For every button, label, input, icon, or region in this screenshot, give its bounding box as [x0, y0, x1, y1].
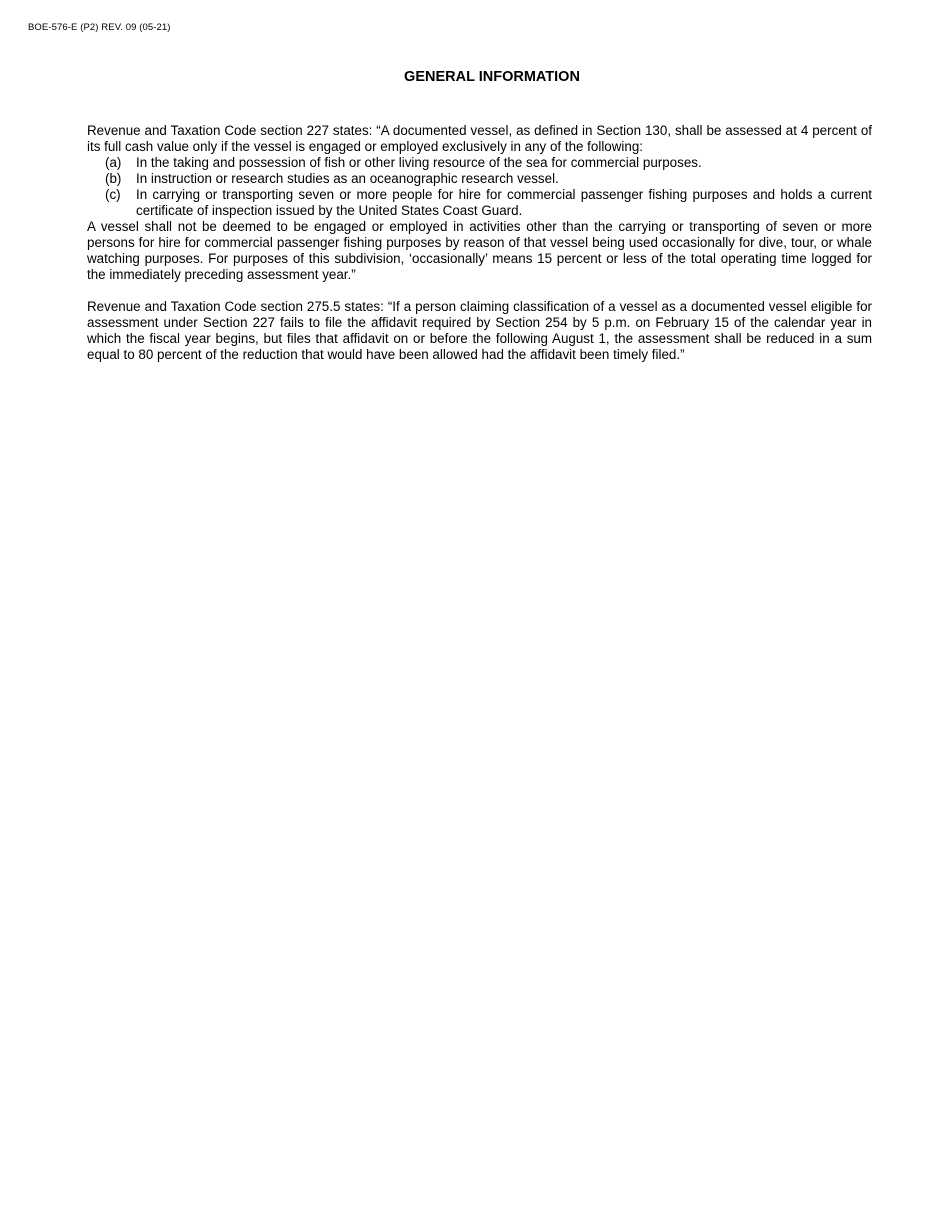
list-item-b — [87, 171, 872, 187]
document-body — [87, 123, 872, 363]
list-marker: (a) — [105, 155, 122, 170]
page-title: GENERAL INFORMATION — [404, 69, 580, 85]
list-marker: (c) — [105, 187, 121, 202]
list-item-text: In carrying or transporting seven or more people for hire for commercial passenger fishing purposes and holds a current certificate of inspection issued by the United States Coast Guard. — [136, 187, 872, 218]
list-marker: (b) — [105, 171, 122, 186]
form-id: BOE-576-E (P2) REV. 09 (05-21) — [28, 22, 171, 33]
paragraph-spacer — [87, 283, 872, 299]
section-275-5-text: Revenue and Taxation Code section 275.5 states: “If a person claiming classification of a vessel as a documented vessel eligible for assessment under Section 227 fails to file the affidavit required by Section 254 by 5 p.m. on February 15 of the calendar year in which the fiscal year begins, but files that affidavit on or before the following August 1, the assessment shall be reduced in a sum equal to 80 percent of the reduction that would have been allowed had the affidavit been timely filed.” — [87, 299, 872, 362]
list-item-text: In instruction or research studies as an oceanographic research vessel. — [136, 171, 559, 186]
list-item-text: In the taking and possession of fish or other living resource of the sea for commercial purposes. — [136, 155, 702, 170]
section-227-closing: A vessel shall not be deemed to be engaged or employed in activities other than the carrying or transporting of seven or more persons for hire for commercial passenger fishing purposes by reason of that vessel being used occasionally for dive, tour, or whale watching purposes. For purposes of this subdivision, ‘occasionally’ means 15 percent or less of the total operating time logged for the immediately preceding assessment year.” — [87, 219, 872, 282]
section-227-intro: Revenue and Taxation Code section 227 states: “A documented vessel, as defined in Section 130, shall be assessed at 4 percent of its full cash value only if the vessel is engaged or employed exclusively in any of the following: — [87, 123, 872, 154]
list-item-a — [87, 155, 872, 171]
list-item-c — [87, 187, 872, 219]
section-227-list — [87, 155, 872, 219]
